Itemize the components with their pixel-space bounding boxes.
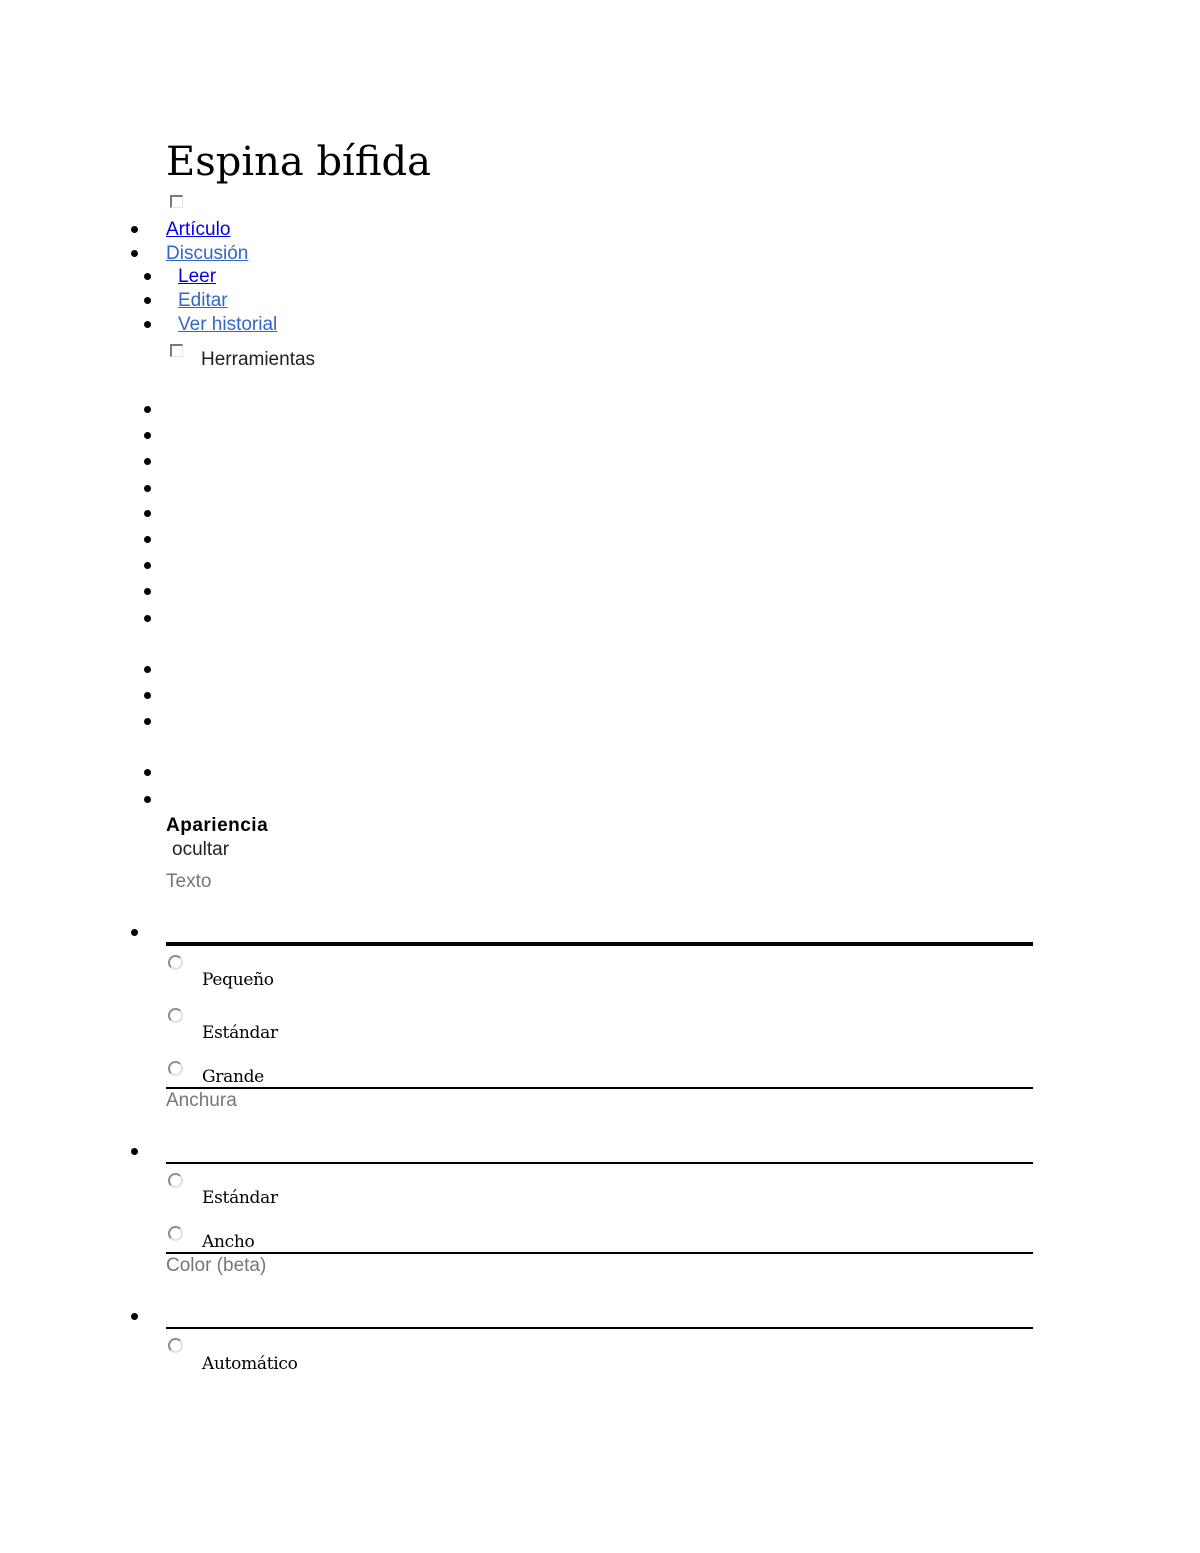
empty-list-bullet: [144, 692, 151, 699]
list-bullet: [144, 297, 151, 304]
text-size-standard-radio[interactable]: [168, 1008, 183, 1023]
text-size-small-label: Pequeño: [202, 970, 274, 990]
tab-discussion[interactable]: Discusión: [166, 243, 249, 264]
fieldset-bottom-border: [166, 1252, 1033, 1254]
list-bullet: [131, 226, 138, 233]
list-bullet: [131, 250, 138, 257]
empty-list-bullet: [144, 796, 151, 803]
color-auto-radio[interactable]: [168, 1338, 183, 1353]
page-title: Espina bífida: [166, 139, 431, 185]
tab-article[interactable]: Artículo: [166, 219, 231, 240]
empty-list-bullet: [144, 562, 151, 569]
fieldset-top-border: [166, 942, 1033, 946]
list-bullet: [131, 929, 138, 936]
width-standard-radio[interactable]: [168, 1173, 183, 1188]
fieldset-bottom-border: [166, 1087, 1033, 1089]
list-bullet: [131, 1148, 138, 1155]
empty-list-bullet: [144, 458, 151, 465]
text-size-small-radio[interactable]: [168, 955, 183, 970]
tools-toggle-checkbox[interactable]: [170, 344, 183, 357]
empty-list-bullet: [144, 432, 151, 439]
list-bullet: [131, 1313, 138, 1320]
color-label: Color (beta): [166, 1255, 267, 1276]
text-size-standard-label: Estándar: [202, 1023, 278, 1043]
empty-list-bullet: [144, 666, 151, 673]
text-size-large-radio[interactable]: [168, 1061, 183, 1076]
empty-list-bullet: [144, 615, 151, 622]
color-auto-label: Automático: [202, 1354, 298, 1374]
empty-list-bullet: [144, 536, 151, 543]
width-standard-label: Estándar: [202, 1188, 278, 1208]
list-bullet: [144, 321, 151, 328]
appearance-heading: Apariencia: [166, 815, 269, 836]
appearance-hide-button[interactable]: ocultar: [172, 839, 230, 860]
empty-list-bullet: [144, 588, 151, 595]
empty-list-bullet: [144, 769, 151, 776]
empty-list-bullet: [144, 406, 151, 413]
width-wide-label: Ancho: [202, 1232, 255, 1252]
empty-list-bullet: [144, 485, 151, 492]
fieldset-top-border: [166, 1327, 1033, 1329]
empty-list-bullet: [144, 510, 151, 517]
width-wide-radio[interactable]: [168, 1226, 183, 1241]
tab-edit[interactable]: Editar: [178, 290, 228, 311]
tab-history[interactable]: Ver historial: [178, 314, 278, 335]
fieldset-top-border: [166, 1162, 1033, 1164]
tools-label: Herramientas: [201, 349, 316, 370]
empty-list-bullet: [144, 718, 151, 725]
text-size-label: Texto: [166, 871, 212, 892]
width-label: Anchura: [166, 1090, 237, 1111]
title-toggle-checkbox[interactable]: [170, 195, 183, 208]
text-size-large-label: Grande: [202, 1067, 264, 1087]
list-bullet: [144, 273, 151, 280]
tab-read[interactable]: Leer: [178, 266, 217, 287]
